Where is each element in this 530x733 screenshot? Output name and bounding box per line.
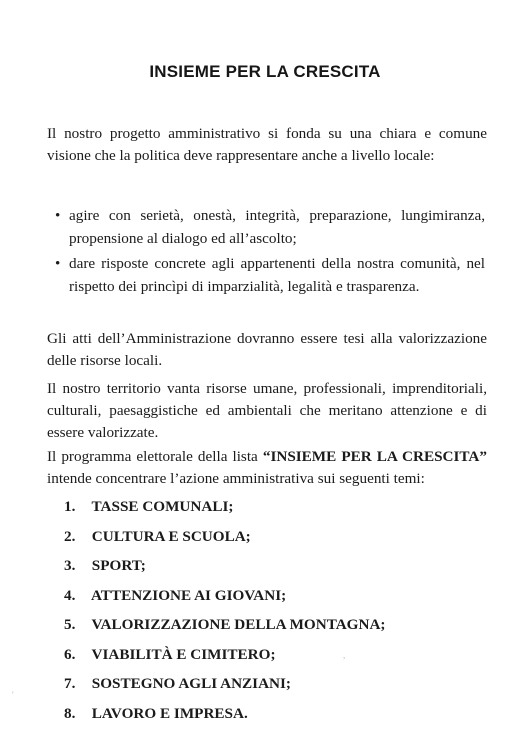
principle-item — [55, 204, 485, 250]
themes-list — [64, 497, 385, 733]
theme-label: SOSTEGNO AGLI ANZIANI; — [92, 675, 291, 692]
program-text-after: intende concentrare l’azione amministrativa sui seguenti temi: — [47, 470, 425, 487]
theme-label: VIABILITÀ E CIMITERO; — [92, 646, 276, 663]
theme-item — [64, 704, 385, 733]
bullet-icon: • — [55, 252, 60, 275]
theme-item — [64, 645, 385, 675]
theme-number: 6. — [64, 645, 88, 665]
theme-number: 4. — [64, 586, 88, 606]
theme-number: 1. — [64, 497, 88, 517]
theme-number: 3. — [64, 556, 88, 576]
principle-item — [55, 252, 485, 298]
document-title: INSIEME PER LA CRESCITA — [0, 62, 530, 82]
theme-number: 2. — [64, 527, 88, 547]
program-paragraph — [47, 446, 487, 490]
theme-label: LAVORO E IMPRESA. — [92, 705, 248, 722]
theme-item — [64, 556, 385, 586]
theme-label: SPORT; — [92, 557, 146, 574]
territory-paragraph: Il nostro territorio vanta risorse umane, professionali, imprenditoriali, culturali, paesaggistiche ed ambientali che meritano attenzione e di essere valorizzate. — [47, 378, 487, 444]
program-text-before: Il programma elettorale della lista — [47, 448, 263, 465]
theme-label: TASSE COMUNALI; — [92, 498, 234, 515]
bullet-icon: • — [55, 204, 60, 227]
scan-speck: , — [343, 650, 345, 660]
theme-item — [64, 497, 385, 527]
theme-item — [64, 674, 385, 704]
administration-paragraph: Gli atti dell’Amministrazione dovranno essere tesi alla valorizzazione delle risorse locali. — [47, 328, 487, 372]
theme-item — [64, 615, 385, 645]
principle-text: dare risposte concrete agli appartenenti della nostra comunità, nel rispetto dei princìpi di imparzialità, legalità e trasparenza. — [69, 255, 485, 295]
theme-number: 5. — [64, 615, 88, 635]
theme-number: 7. — [64, 674, 88, 694]
theme-label: CULTURA E SCUOLA; — [92, 528, 251, 545]
list-name-emphasis: “INSIEME PER LA CRESCITA” — [263, 448, 487, 465]
theme-label: ATTENZIONE AI GIOVANI; — [91, 587, 286, 604]
theme-item — [64, 527, 385, 557]
theme-label: VALORIZZAZIONE DELLA MONTAGNA; — [92, 616, 386, 633]
theme-number: 8. — [64, 704, 88, 724]
theme-item — [64, 586, 385, 616]
principle-text: agire con serietà, onestà, integrità, preparazione, lungimiranza, propensione al dialogo ed all’ascolto; — [69, 207, 485, 247]
scan-speck: ' — [12, 690, 14, 700]
principles-list — [55, 204, 485, 298]
intro-paragraph: Il nostro progetto amministrativo si fonda su una chiara e comune visione che la politica deve rappresentare anche a livello locale: — [47, 123, 487, 167]
